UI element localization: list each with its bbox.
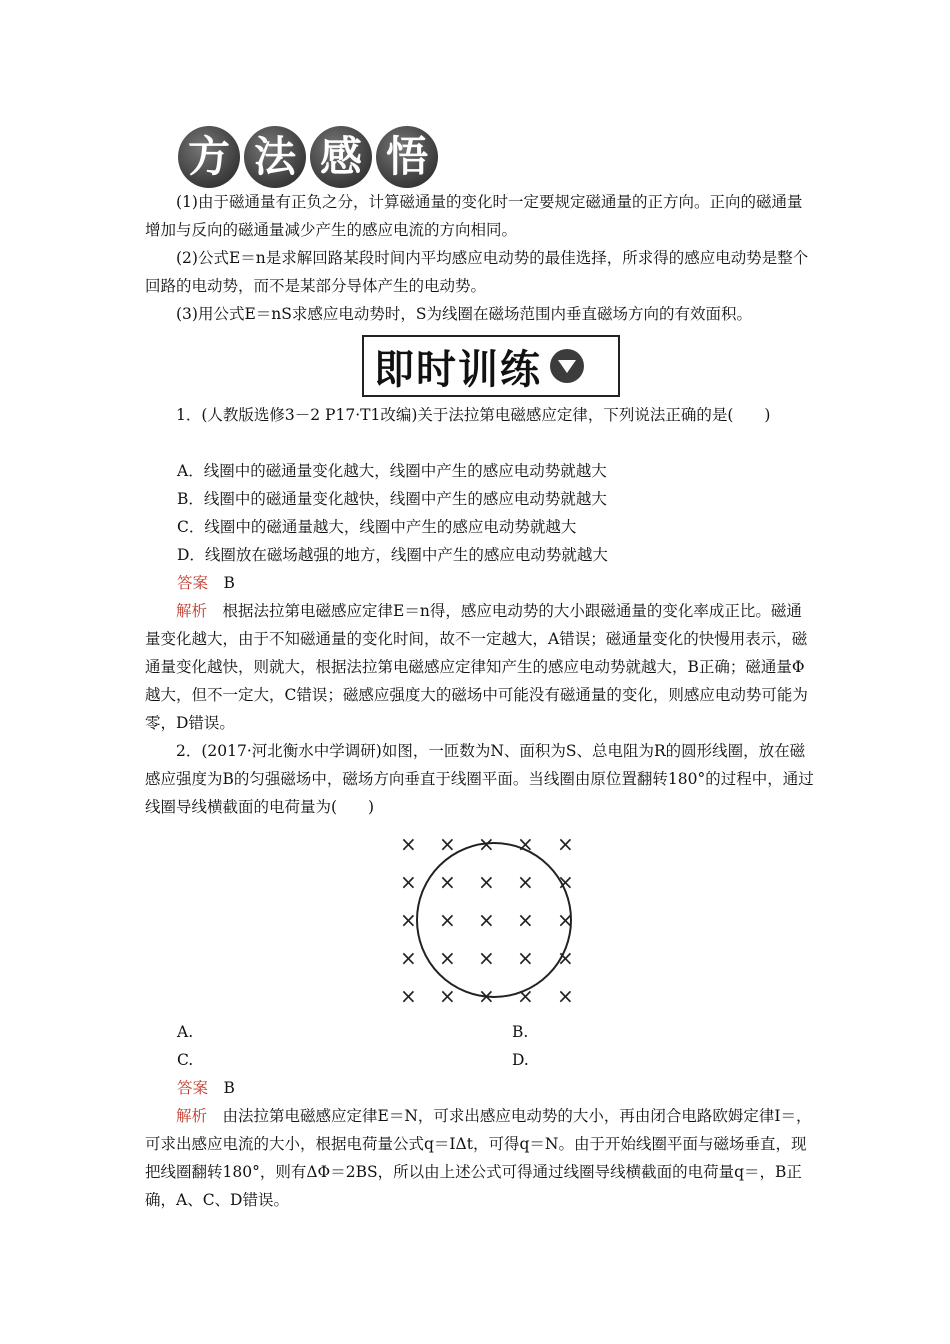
field-cross-icon: × <box>400 870 417 894</box>
badge-char: 悟 <box>376 126 438 188</box>
q2-choice-a: A. <box>177 1023 194 1041</box>
q1-answer: B <box>223 574 235 592</box>
badge-char: 感 <box>310 126 372 188</box>
badge-char: 法 <box>244 126 306 188</box>
q2-answer: B <box>223 1079 235 1097</box>
field-cross-icon: × <box>439 870 456 894</box>
field-cross-icon: × <box>557 984 574 1008</box>
q1-option-b: B．线圈中的磁通量变化越快，线圈中产生的感应电动势就越大 <box>177 490 607 508</box>
method-point-2: (2)公式E＝n是求解回路某段时间内平均感应电动势的最佳选择，所求得的感应电动势是整个回路的电动势，而不是某部分导体产生的电动势。 <box>145 249 809 295</box>
field-cross-icon: × <box>439 984 456 1008</box>
q2-analysis <box>145 1102 815 1214</box>
q2-choice-b: B. <box>512 1023 529 1041</box>
q2-answer-label: 答案 <box>177 1079 209 1097</box>
method-insight-badge <box>178 126 442 188</box>
q2-choice-d: D. <box>512 1051 529 1069</box>
field-cross-icon: × <box>400 908 417 932</box>
method-point-1: (1)由于磁通量有正负之分，计算磁通量的变化时一定要规定磁通量的正方向。正向的磁通量增加与反向的磁通量减少产生的感应电流的方向相同。 <box>145 193 803 239</box>
q1-option-c: C．线圈中的磁通量越大，线圈中产生的感应电动势就越大 <box>177 518 577 536</box>
q2-choice-c: C. <box>177 1051 194 1069</box>
q1-stem: 1．(人教版选修3－2 P17·T1改编)关于法拉第电磁感应定律，下列说法正确的是( ) <box>176 406 771 424</box>
field-cross-icon: × <box>517 870 534 894</box>
field-cross-icon: × <box>400 984 417 1008</box>
q2-stem: 2．(2017·河北衡水中学调研)如图，一匝数为N、面积为S、总电阻为R的圆形线圈，放在磁感应强度为B的匀强磁场中，磁场方向垂直于线圈平面。当线圈由原位置翻转180°的过程中，通过线圈导线横截面的电荷量为( ) <box>145 742 814 816</box>
field-cross-icon: × <box>439 946 456 970</box>
field-cross-icon: × <box>478 908 495 932</box>
field-cross-icon: × <box>517 946 534 970</box>
field-cross-icon: × <box>439 908 456 932</box>
method-point-3: (3)用公式E＝nS求感应电动势时，S为线圈在磁场范围内垂直磁场方向的有效面积。 <box>176 305 752 323</box>
q2-analysis-label: 解析 <box>176 1107 208 1125</box>
q1-analysis <box>145 597 815 737</box>
field-cross-icon: × <box>478 946 495 970</box>
down-triangle-icon <box>550 349 584 383</box>
field-cross-icon: × <box>478 832 495 856</box>
field-cross-icon: × <box>557 870 574 894</box>
q2-answer-line <box>177 1074 235 1102</box>
q1-option-a: A．线圈中的磁通量变化越大，线圈中产生的感应电动势就越大 <box>177 462 607 480</box>
badge-char: 方 <box>178 126 240 188</box>
field-cross-icon: × <box>517 832 534 856</box>
q1-answer-label: 答案 <box>177 574 209 592</box>
field-cross-icon: × <box>478 870 495 894</box>
field-cross-icon: × <box>517 908 534 932</box>
practice-badge <box>362 335 620 397</box>
q1-option-d: D．线圈放在磁场越强的地方，线圈中产生的感应电动势就越大 <box>177 546 608 564</box>
magnetic-field-figure <box>392 826 594 1016</box>
field-cross-icon: × <box>517 984 534 1008</box>
field-cross-icon: × <box>557 832 574 856</box>
field-cross-icon: × <box>400 832 417 856</box>
q1-analysis-text: 根据法拉第电磁感应定律E＝n得，感应电动势的大小跟磁通量的变化率成正比。磁通量变化越大，由于不知磁通量的变化时间，故不一定越大，A错误；磁通量变化的快慢用表示，磁通量变化越快，则就大，根据法拉第电磁感应定律知产生的感应电动势就越大，B正确；磁通量Φ越大，但不一定大，C错误；磁感应强度大的磁场中可能没有磁通量的变化，则感应电动势可能为零，D错误。 <box>145 602 808 732</box>
field-cross-icon: × <box>557 908 574 932</box>
field-cross-icon: × <box>400 946 417 970</box>
practice-badge-title: 即时训练 <box>374 346 542 393</box>
field-cross-icon: × <box>478 984 495 1008</box>
field-cross-icon: × <box>439 832 456 856</box>
field-cross-icon: × <box>557 946 574 970</box>
q1-answer-line <box>177 569 235 597</box>
q1-analysis-label: 解析 <box>176 602 208 620</box>
q2-analysis-text: 由法拉第电磁感应定律E＝N，可求出感应电动势的大小，再由闭合电路欧姆定律I＝，可求出感应电流的大小，根据电荷量公式q＝IΔt，可得q＝N。由于开始线圈平面与磁场垂直，现把线圈翻转180°，则有ΔΦ＝2BS，所以由上述公式可得通过线圈导线横截面的电荷量q＝，B正确，A、C、D错误。 <box>145 1107 812 1209</box>
